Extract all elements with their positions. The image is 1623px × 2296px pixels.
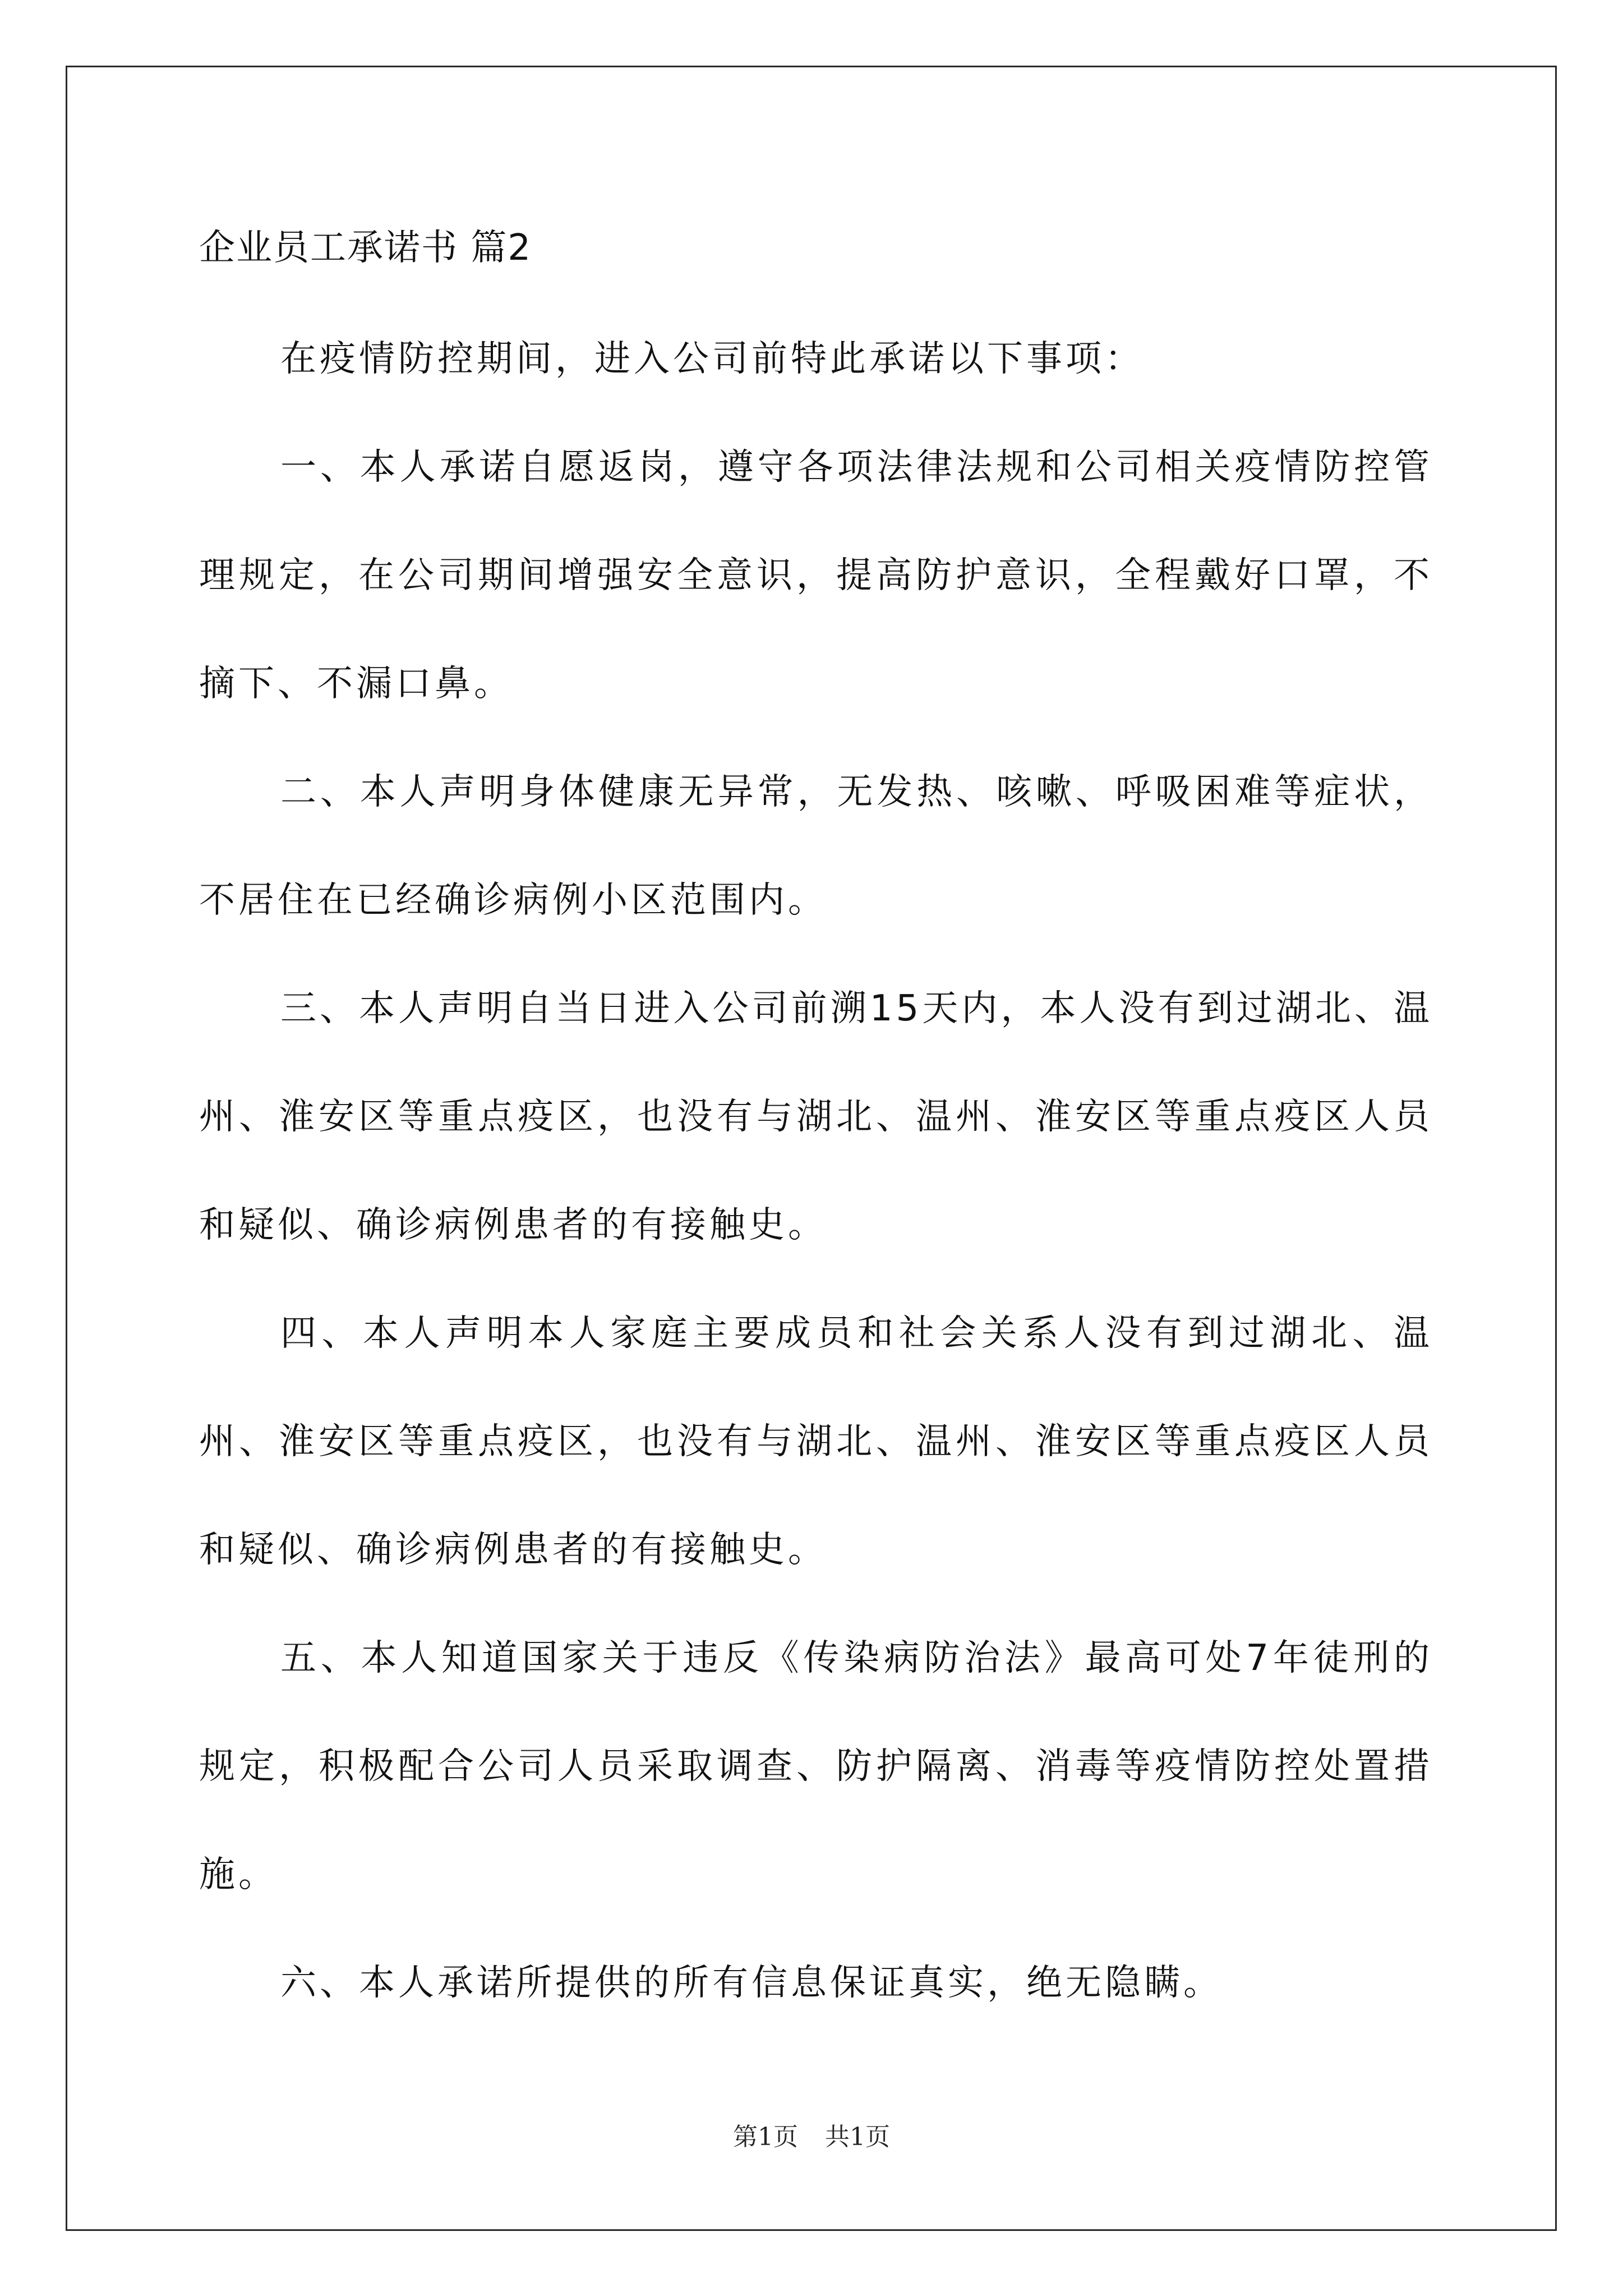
page-number: 第1页	[733, 2123, 798, 2151]
paragraph-item-5: 五、本人知道国家关于违反《传染病防治法》最高可处7年徒刑的规定，积极配合公司人员采取调查、防护隔离、消毒等疫情防控处置措施。	[199, 1637, 1433, 1895]
page-total: 共1页	[825, 2123, 890, 2151]
paragraph-item-2: 二、本人声明身体健康无异常，无发热、咳嗽、呼吸困难等症状，不居住在已经确诊病例小区范围内。	[199, 771, 1433, 921]
page-footer	[0, 2120, 1623, 2154]
document-body	[199, 220, 1433, 2037]
document-title: 企业员工承诺书 篇2	[199, 227, 532, 269]
paragraph-item-3: 三、本人声明自当日进入公司前溯15天内，本人没有到过湖北、温州、淮安区等重点疫区，也没有与湖北、温州、淮安区等重点疫区人员和疑似、确诊病例患者的有接触史。	[199, 988, 1433, 1246]
paragraph-item-6: 六、本人承诺所提供的所有信息保证真实，绝无隐瞒。	[280, 1962, 1223, 2004]
paragraph-item-4: 四、本人声明本人家庭主要成员和社会关系人没有到过湖北、温州、淮安区等重点疫区，也没有与湖北、温州、淮安区等重点疫区人员和疑似、确诊病例患者的有接触史。	[199, 1313, 1433, 1571]
paragraph-intro: 在疫情防控期间，进入公司前特此承诺以下事项：	[280, 338, 1144, 380]
paragraph-item-1: 一、本人承诺自愿返岗，遵守各项法律法规和公司相关疫情防控管理规定，在公司期间增强安全意识，提高防护意识，全程戴好口罩，不摘下、不漏口鼻。	[199, 447, 1433, 705]
